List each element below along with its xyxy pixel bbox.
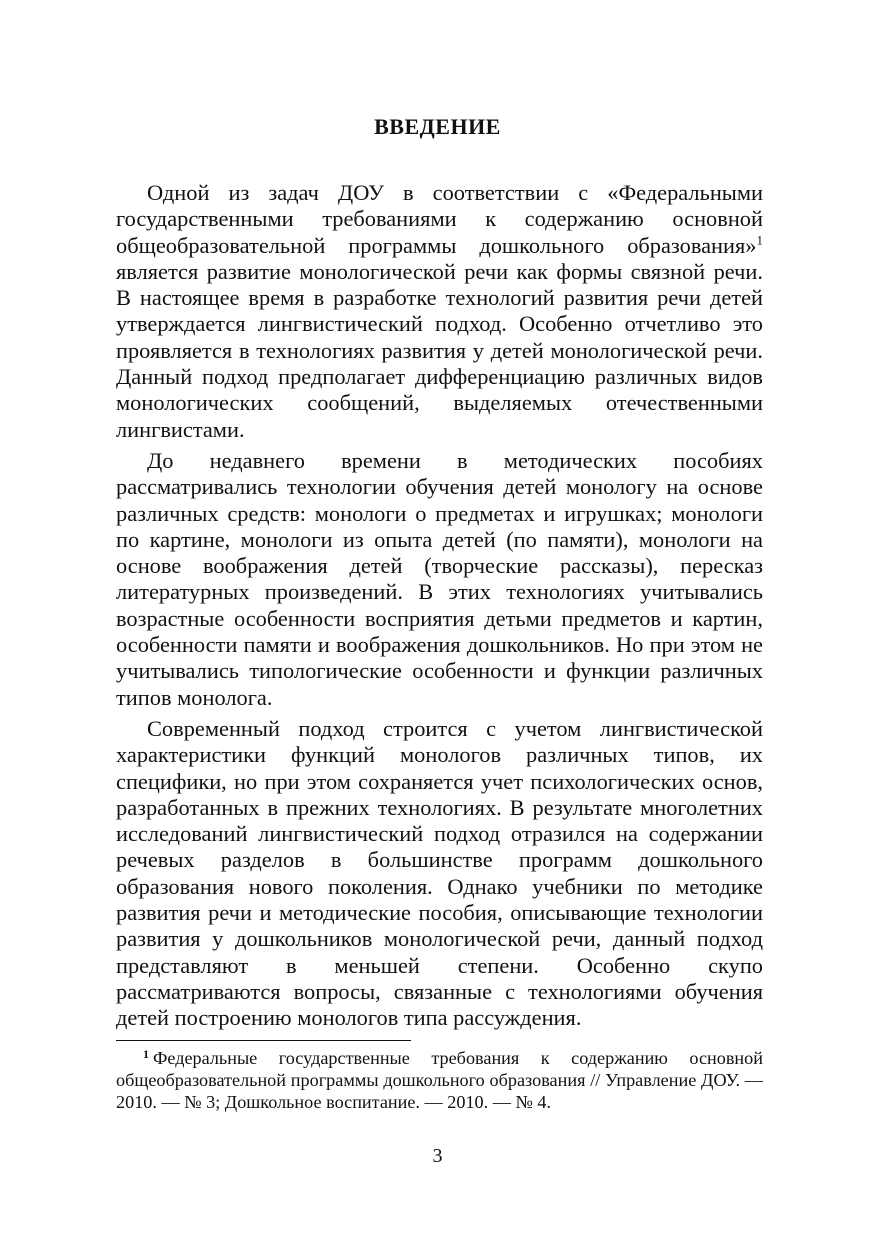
paragraph-text: Одной из задач ДОУ в соответствии с «Федеральными государственными требованиями к содержанию основной общеобразовательной программы дошкольного образования» xyxy=(116,180,763,258)
page-title: ВВЕДЕНИЕ xyxy=(374,114,501,139)
footnote xyxy=(116,1047,763,1113)
footnote-divider xyxy=(116,1040,411,1041)
footnote-text: Федеральные государственные требования к содержанию основной общеобразовательной программы дошкольного образования // Управление ДОУ. — 2010. — № 3; Дошкольное воспитание. — 2010. — № 4. xyxy=(116,1048,763,1112)
paragraph: Современный подход строится с учетом лингвистической характеристики функций монологов различных типов, их специфики, но при этом сохраняется учет психологических основ, разработанных в прежних технологиях. В результате многолетних исследований лингвистический подход отразился на содержании речевых разделов в большинстве программ дошкольного образования нового поколения. Однако учебники по методике развития речи и методические пособия, описывающие технологии развития у дошкольников монологической речи, данный подход представляют в меньшей степени. Особенно скупо рассматриваются вопросы, связанные с технологиями обучения детей построению монологов типа рассуждения. xyxy=(116,715,763,1031)
body-text xyxy=(116,180,763,1037)
page-number: 3 xyxy=(432,1145,443,1167)
footnote-reference[interactable]: 1 xyxy=(756,232,763,248)
footnote-mark: 1 xyxy=(143,1047,149,1061)
paragraph: До недавнего времени в методических пособиях рассматривались технологии обучения детей монологу на основе различных средств: монологи о предметах и игрушках; монологи по картине, монологи из опыта детей (по памяти), монологи на основе воображения детей (творческие рассказы), пересказ литературных произведений. В этих технологиях учитывались возрастные особенности восприятия детьми предметов и картин, особенности памяти и воображения дошкольников. Но при этом не учитывались типологические особенности и функции различных типов монолога. xyxy=(116,447,763,710)
paragraph-text: является развитие монологической речи как формы связной речи. В настоящее время в разработке технологий развития речи детей утверждается лингвистический подход. Особенно отчетливо это проявляется в технологиях развития у детей монологической речи. Данный подход предполагает дифференциацию различных видов монологических сообщений, выделяемых отечественными лингвистами. xyxy=(116,258,763,442)
paragraph xyxy=(116,180,763,443)
